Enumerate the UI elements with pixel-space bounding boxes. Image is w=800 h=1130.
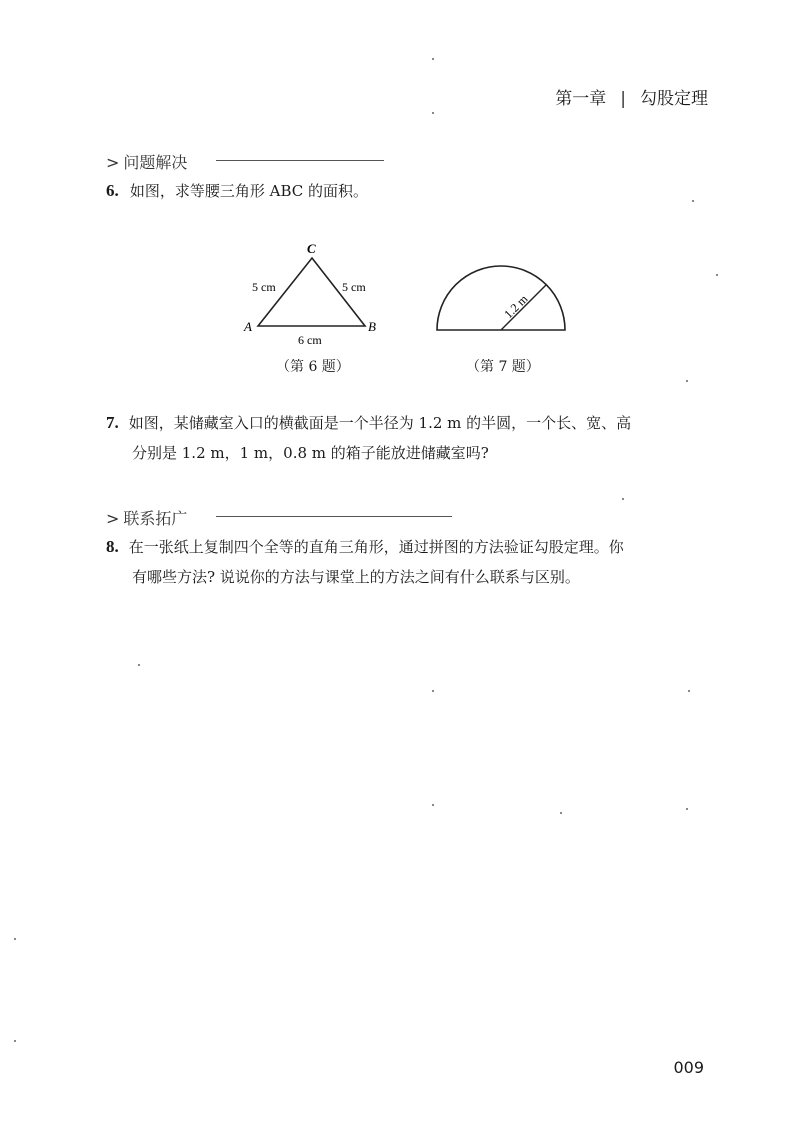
question-number: 7.: [106, 413, 119, 432]
scan-speck: [432, 804, 434, 806]
question-number: 8.: [106, 537, 119, 556]
scan-speck: [692, 200, 694, 202]
figure-6: [236, 236, 396, 376]
vertex-b-label: B: [368, 319, 376, 334]
header-divider: |: [620, 89, 626, 109]
section-title: 问题解决: [123, 153, 188, 172]
section-title: 联系拓广: [123, 509, 188, 528]
scan-speck: [432, 112, 434, 114]
question-text-line1: 如图，某储藏室入口的横截面是一个半径为 1.2 m 的半圆，一个长、宽、高: [128, 414, 632, 432]
scan-speck: [686, 380, 688, 382]
section-rule: [216, 160, 384, 161]
figure-6-caption: （第 6 题）: [276, 359, 350, 375]
question-7: [106, 408, 716, 468]
chevron-right-icon: >: [106, 509, 120, 528]
question-text-line2: 有哪些方法? 说说你的方法与课堂上的方法之间有什么联系与区别。: [132, 568, 580, 586]
section-rule: [216, 516, 452, 517]
scan-speck: [560, 812, 562, 814]
page-number: 009: [673, 1058, 704, 1077]
scan-speck: [622, 498, 624, 500]
question-text-line2: 分别是 1.2 m，1 m，0.8 m 的箱子能放进储藏室吗?: [132, 444, 489, 462]
vertex-c-label: C: [307, 241, 316, 256]
scan-speck: [716, 274, 718, 276]
question-text-line1: 在一张纸上复制四个全等的直角三角形，通过拼图的方法验证勾股定理。你: [128, 538, 624, 556]
scan-speck: [688, 690, 690, 692]
semicircle: [437, 266, 565, 330]
scan-speck: [686, 808, 688, 810]
chevron-right-icon: >: [106, 153, 120, 172]
scan-speck: [14, 938, 16, 940]
figure-7: [430, 256, 580, 346]
chapter-label: 第一章: [555, 89, 607, 109]
scan-speck: [138, 664, 140, 666]
side-ac-label: 5 cm: [252, 280, 276, 294]
section-heading-problem-solving: [106, 150, 187, 173]
running-header: [555, 84, 708, 109]
chapter-title: 勾股定理: [640, 89, 708, 109]
figure-7-caption: （第 7 题）: [466, 359, 540, 375]
question-8: [106, 532, 716, 592]
side-bc-label: 5 cm: [342, 280, 366, 294]
question-number: 6.: [106, 181, 119, 200]
scan-speck: [14, 1040, 16, 1042]
scan-speck: [432, 58, 434, 60]
scan-speck: [432, 690, 434, 692]
triangle-diagram: [236, 236, 396, 376]
section-heading-extension: [106, 506, 187, 529]
semicircle-diagram: [430, 256, 580, 346]
question-6: [106, 176, 368, 206]
vertex-a-label: A: [244, 319, 252, 334]
question-text: 如图，求等腰三角形 ABC 的面积。: [129, 182, 368, 200]
side-ab-label: 6 cm: [298, 333, 322, 347]
radius-label: 1.2 m: [501, 291, 531, 322]
